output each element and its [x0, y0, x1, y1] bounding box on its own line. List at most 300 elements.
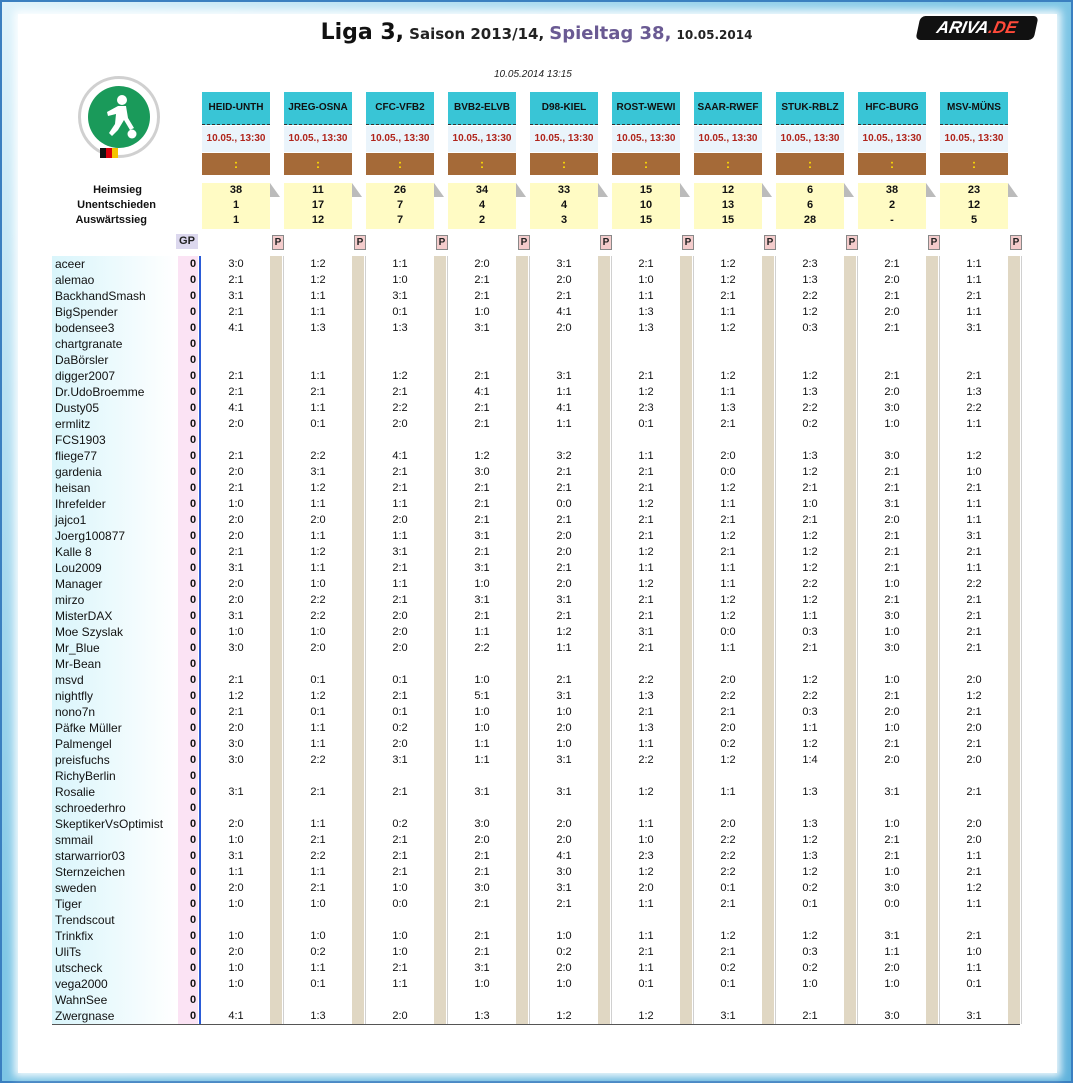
- tip-cell: 2:1: [884, 370, 900, 382]
- tip-cell: 2:1: [310, 882, 326, 894]
- player-name[interactable]: heisan: [55, 481, 91, 495]
- tip-cell: 1:2: [720, 754, 736, 766]
- league-logo-disc: [88, 86, 150, 148]
- tip-cell: 2:1: [884, 562, 900, 574]
- tip-cell: 4:1: [392, 450, 408, 462]
- tip-cell: 1:2: [802, 930, 818, 942]
- player-name[interactable]: Rosalie: [55, 785, 96, 799]
- match-header[interactable]: STUK-RBLZ: [776, 92, 844, 125]
- player-name[interactable]: schroederhro: [55, 801, 126, 815]
- tip-cell: 0:1: [638, 978, 654, 990]
- tip-cell: 2:1: [638, 530, 654, 542]
- player-name[interactable]: bodensee3: [55, 321, 115, 335]
- tip-cell: 0:2: [720, 738, 736, 750]
- tip-cell: 1:0: [474, 578, 490, 590]
- player-name[interactable]: ermlitz: [55, 417, 91, 431]
- tip-cell: 1:4: [802, 754, 818, 766]
- table-row: [52, 352, 1020, 368]
- player-gp: 0: [189, 866, 197, 878]
- tip-cell: 1:1: [310, 306, 326, 318]
- match-header[interactable]: D98-KIEL: [530, 92, 598, 125]
- tip-cell: 2:0: [392, 738, 408, 750]
- tip-cell: 2:0: [228, 722, 244, 734]
- player-name[interactable]: Mr-Bean: [55, 657, 102, 671]
- column-divider: [1021, 256, 1022, 1024]
- points-badge: P: [846, 235, 858, 250]
- tip-cell: 2:1: [638, 466, 654, 478]
- points-column: [598, 256, 610, 1024]
- points-column: [270, 256, 282, 1024]
- tip-cell: 2:0: [884, 754, 900, 766]
- tip-cell: 1:0: [556, 978, 572, 990]
- ariva-logo-text: ARIVA: [935, 18, 991, 37]
- column-divider: [283, 256, 284, 1024]
- tip-cell: 1:2: [392, 370, 408, 382]
- match-header[interactable]: HEID-UNTH: [202, 92, 270, 125]
- tip-cell: 2:0: [884, 274, 900, 286]
- tip-cell: 2:0: [556, 834, 572, 846]
- tip-cell: 1:1: [966, 850, 982, 862]
- player-name[interactable]: nono7n: [55, 705, 96, 719]
- tip-cell: 0:1: [720, 978, 736, 990]
- tip-cell: 1:3: [638, 322, 654, 334]
- match-kickoff: 10.05., 13:30: [366, 126, 434, 152]
- tip-cell: 0:0: [556, 498, 572, 510]
- tip-cell: 2:3: [638, 850, 654, 862]
- tip-cell: 1:0: [802, 498, 818, 510]
- tip-cell: 3:1: [966, 530, 982, 542]
- match-stat-value: 33: [557, 184, 571, 196]
- player-gp: 0: [189, 578, 197, 590]
- tip-cell: 1:2: [228, 690, 244, 702]
- match-stats: [284, 183, 352, 229]
- match-stats: [612, 183, 680, 229]
- tip-cell: 1:3: [802, 818, 818, 830]
- tip-cell: 0:0: [392, 898, 408, 910]
- tip-cell: 1:1: [638, 898, 654, 910]
- tip-cell: 2:1: [228, 274, 244, 286]
- tip-cell: 2:0: [474, 258, 490, 270]
- player-name[interactable]: FCS1903: [55, 433, 106, 447]
- tip-cell: 3:1: [556, 754, 572, 766]
- table-row: [52, 976, 1020, 992]
- tip-cell: 2:0: [228, 882, 244, 894]
- match-stat-value: -: [890, 214, 894, 226]
- tip-cell: 2:0: [556, 578, 572, 590]
- player-gp: 0: [189, 914, 197, 926]
- page-fold-corner: [516, 183, 526, 197]
- table-row: [52, 336, 1020, 352]
- tip-cell: 2:1: [228, 706, 244, 718]
- tip-cell: 4:1: [228, 322, 244, 334]
- tip-cell: 1:3: [638, 306, 654, 318]
- tip-cell: 1:1: [310, 370, 326, 382]
- match-stat-value: 38: [229, 184, 243, 196]
- player-gp: 0: [189, 738, 197, 750]
- player-name[interactable]: digger2007: [55, 369, 116, 383]
- player-name[interactable]: Ihrefelder: [55, 497, 106, 511]
- player-name[interactable]: Sternzeichen: [55, 865, 126, 879]
- player-name[interactable]: msvd: [55, 673, 84, 687]
- match-score: :: [530, 153, 598, 175]
- tip-cell: 3:1: [474, 786, 490, 798]
- player-name[interactable]: RichyBerlin: [55, 769, 116, 783]
- table-row: [52, 512, 1020, 528]
- points-column: [516, 256, 528, 1024]
- tip-cell: 2:1: [884, 738, 900, 750]
- tip-cell: 2:1: [556, 562, 572, 574]
- tip-cell: 1:2: [966, 882, 982, 894]
- tip-cell: 1:3: [638, 722, 654, 734]
- tip-cell: 1:0: [228, 930, 244, 942]
- points-badge: P: [518, 235, 530, 250]
- table-row: [52, 656, 1020, 672]
- table-row: [52, 384, 1020, 400]
- tip-cell: 1:2: [474, 450, 490, 462]
- tip-cell: 1:0: [884, 866, 900, 878]
- tip-cell: 2:1: [638, 706, 654, 718]
- player-gp: 0: [189, 610, 197, 622]
- player-name[interactable]: preisfuchs: [55, 753, 110, 767]
- tip-cell: 1:1: [638, 930, 654, 942]
- tip-cell: 2:2: [802, 402, 818, 414]
- tip-cell: 1:1: [966, 962, 982, 974]
- tip-cell: 2:1: [474, 866, 490, 878]
- tip-cell: 0:1: [310, 418, 326, 430]
- player-name[interactable]: alemao: [55, 273, 95, 287]
- player-gp: 0: [189, 338, 197, 350]
- match-kickoff: 10.05., 13:30: [940, 126, 1008, 152]
- tip-cell: 2:0: [884, 962, 900, 974]
- player-gp: 0: [189, 706, 197, 718]
- player-gp: 0: [189, 962, 197, 974]
- tip-cell: 2:1: [228, 482, 244, 494]
- tip-cell: 1:2: [720, 258, 736, 270]
- tip-cell: 2:1: [966, 738, 982, 750]
- player-name[interactable]: WahnSee: [55, 993, 108, 1007]
- tip-cell: 2:1: [966, 930, 982, 942]
- tip-cell: 3:1: [310, 466, 326, 478]
- tip-cell: 2:0: [884, 306, 900, 318]
- player-name[interactable]: Trendscout: [55, 913, 115, 927]
- tip-cell: 2:0: [720, 674, 736, 686]
- tip-cell: 1:1: [310, 962, 326, 974]
- tip-cell: 2:1: [556, 898, 572, 910]
- table-row: [52, 880, 1020, 896]
- tip-cell: 2:1: [966, 786, 982, 798]
- tip-cell: 1:1: [392, 498, 408, 510]
- tip-cell: 1:1: [310, 866, 326, 878]
- player-name[interactable]: starwarrior03: [55, 849, 126, 863]
- table-row: [52, 752, 1020, 768]
- tip-cell: 4:1: [556, 402, 572, 414]
- tip-cell: 2:0: [228, 530, 244, 542]
- points-badge: P: [928, 235, 940, 250]
- match-header[interactable]: BVB2-ELVB: [448, 92, 516, 125]
- tip-cell: 3:0: [556, 866, 572, 878]
- match-header[interactable]: MSV-MÜNS: [940, 92, 1008, 125]
- tip-cell: 1:2: [720, 274, 736, 286]
- player-name[interactable]: Trinkfix: [55, 929, 94, 943]
- tip-cell: 1:1: [884, 946, 900, 958]
- match-kickoff: 10.05., 13:30: [612, 126, 680, 152]
- match-stat-value: 17: [311, 199, 325, 211]
- tip-cell: 2:2: [802, 690, 818, 702]
- player-gp: 0: [189, 882, 197, 894]
- tip-cell: 0:2: [392, 722, 408, 734]
- player-name[interactable]: Mr_Blue: [55, 641, 100, 655]
- player-gp: 0: [189, 562, 197, 574]
- tip-cell: 1:0: [802, 978, 818, 990]
- match-score: :: [366, 153, 434, 175]
- tip-cell: 1:2: [802, 466, 818, 478]
- player-name[interactable]: DaBörsler: [55, 353, 109, 367]
- tip-cell: 1:1: [966, 498, 982, 510]
- tip-cell: 2:1: [474, 498, 490, 510]
- player-name[interactable]: mirzo: [55, 593, 85, 607]
- points-column: [762, 256, 774, 1024]
- tip-cell: 1:2: [720, 594, 736, 606]
- tip-cell: 1:2: [802, 530, 818, 542]
- tip-cell: 2:1: [966, 594, 982, 606]
- player-gp: 0: [189, 818, 197, 830]
- tip-cell: 0:0: [720, 626, 736, 638]
- tip-cell: 0:1: [310, 706, 326, 718]
- tip-cell: 3:1: [884, 930, 900, 942]
- tip-cell: 2:1: [474, 402, 490, 414]
- tip-cell: 1:3: [802, 386, 818, 398]
- page-fold-corner: [762, 183, 772, 197]
- flag-gold-stripe: [112, 148, 118, 158]
- page-title: [0, 20, 1073, 45]
- tip-cell: 3:1: [392, 754, 408, 766]
- table-row: [52, 736, 1020, 752]
- tip-cell: 1:1: [966, 418, 982, 430]
- tip-cell: 1:1: [310, 530, 326, 542]
- match-stats: [530, 183, 598, 229]
- tip-cell: 1:1: [638, 450, 654, 462]
- player-name[interactable]: chartgranate: [55, 337, 123, 351]
- player-name[interactable]: MisterDAX: [55, 609, 113, 623]
- tip-cell: 1:0: [884, 978, 900, 990]
- table-row: [52, 528, 1020, 544]
- player-name[interactable]: BigSpender: [55, 305, 118, 319]
- player-name[interactable]: Kalle 8: [55, 545, 92, 559]
- tip-cell: 3:1: [556, 690, 572, 702]
- tip-cell: 2:1: [720, 546, 736, 558]
- tip-cell: 2:0: [392, 642, 408, 654]
- column-divider: [529, 256, 530, 1024]
- match-stats: [448, 183, 516, 229]
- table-row: [52, 704, 1020, 720]
- player-gp: 0: [189, 386, 197, 398]
- points-badge: P: [354, 235, 366, 250]
- player-name[interactable]: Palmengel: [55, 737, 112, 751]
- table-row: [52, 320, 1020, 336]
- tip-cell: 0:2: [720, 962, 736, 974]
- points-column: [680, 256, 692, 1024]
- tip-cell: 1:2: [966, 450, 982, 462]
- tip-cell: 1:1: [638, 818, 654, 830]
- tip-cell: 2:1: [228, 306, 244, 318]
- tip-cell: 1:1: [966, 514, 982, 526]
- tip-cell: 1:1: [310, 738, 326, 750]
- tip-cell: 2:1: [474, 418, 490, 430]
- tip-cell: 1:1: [310, 722, 326, 734]
- tip-cell: 1:1: [638, 290, 654, 302]
- player-gp: 0: [189, 530, 197, 542]
- player-name[interactable]: gardenia: [55, 465, 102, 479]
- player-gp: 0: [189, 834, 197, 846]
- tip-cell: 1:1: [392, 258, 408, 270]
- tip-cell: 3:0: [228, 642, 244, 654]
- match-stat-value: 34: [475, 184, 489, 196]
- table-row: [52, 560, 1020, 576]
- tip-cell: 2:1: [392, 386, 408, 398]
- match-kickoff: 10.05., 13:30: [284, 126, 352, 152]
- tip-cell: 2:1: [966, 370, 982, 382]
- player-gp: 0: [189, 354, 197, 366]
- tip-cell: 1:1: [556, 642, 572, 654]
- match-header[interactable]: SAAR-RWEF: [694, 92, 762, 125]
- tip-cell: 1:0: [228, 962, 244, 974]
- tip-cell: 3:1: [392, 290, 408, 302]
- ariva-logo[interactable]: [915, 16, 1038, 40]
- tip-cell: 1:0: [310, 898, 326, 910]
- match-header[interactable]: ROST-WEWI: [612, 92, 680, 125]
- table-row: [52, 672, 1020, 688]
- tip-cell: 0:2: [310, 946, 326, 958]
- tip-cell: 1:3: [720, 402, 736, 414]
- tip-cell: 2:1: [228, 450, 244, 462]
- tip-cell: 1:0: [884, 674, 900, 686]
- player-name[interactable]: sweden: [55, 881, 97, 895]
- tip-cell: 1:2: [802, 834, 818, 846]
- tip-cell: 2:2: [966, 578, 982, 590]
- player-gp: 0: [189, 786, 197, 798]
- tip-cell: 2:0: [228, 578, 244, 590]
- title-season: Saison 2013/14,: [409, 25, 545, 43]
- match-kickoff: 10.05., 13:30: [202, 126, 270, 152]
- player-gp: 0: [189, 642, 197, 654]
- tip-cell: 3:0: [474, 882, 490, 894]
- tip-cell: 2:0: [556, 274, 572, 286]
- table-row: [52, 784, 1020, 800]
- player-name[interactable]: aceer: [55, 257, 86, 271]
- tip-cell: 3:0: [884, 1010, 900, 1022]
- player-name[interactable]: Tiger: [55, 897, 82, 911]
- match-header[interactable]: CFC-VFB2: [366, 92, 434, 125]
- tip-cell: 1:2: [310, 274, 326, 286]
- tip-cell: 2:2: [638, 674, 654, 686]
- tip-cell: 2:1: [638, 610, 654, 622]
- tip-cell: 1:0: [392, 274, 408, 286]
- page-fold-corner: [926, 183, 936, 197]
- player-name[interactable]: jajco1: [55, 513, 87, 527]
- table-row: [52, 608, 1020, 624]
- player-name[interactable]: vega2000: [55, 977, 108, 991]
- match-stat-value: 6: [806, 199, 814, 211]
- tip-cell: 4:1: [228, 402, 244, 414]
- player-name[interactable]: SkeptikerVsOptimist: [55, 817, 164, 831]
- tip-cell: 2:1: [802, 514, 818, 526]
- player-name[interactable]: Päfke Müller: [55, 721, 122, 735]
- player-name[interactable]: fliege77: [55, 449, 98, 463]
- column-divider: [939, 256, 940, 1024]
- tip-cell: 3:0: [884, 882, 900, 894]
- tip-cell: 2:0: [556, 962, 572, 974]
- player-gp: 0: [189, 802, 197, 814]
- player-name[interactable]: Dr.UdoBroemme: [55, 385, 145, 399]
- tip-cell: 0:3: [802, 322, 818, 334]
- table-row: [52, 416, 1020, 432]
- tip-cell: 1:1: [720, 578, 736, 590]
- points-badge: P: [682, 235, 694, 250]
- player-gp: 0: [189, 306, 197, 318]
- tip-cell: 0:1: [392, 306, 408, 318]
- stat-label-draw: Unentschieden: [77, 199, 156, 211]
- player-name[interactable]: BackhandSmash: [55, 289, 146, 303]
- tip-cell: 2:1: [884, 466, 900, 478]
- tip-cell: 3:1: [228, 786, 244, 798]
- match-stat-value: 23: [967, 184, 981, 196]
- page-fold-corner: [844, 183, 854, 197]
- tip-cell: 2:0: [310, 642, 326, 654]
- player-name[interactable]: Manager: [55, 577, 103, 591]
- player-name[interactable]: utscheck: [55, 961, 103, 975]
- tip-cell: 1:0: [884, 418, 900, 430]
- tip-cell: 1:1: [392, 530, 408, 542]
- tip-cell: 2:1: [474, 946, 490, 958]
- tip-cell: 2:1: [720, 514, 736, 526]
- tip-cell: 1:1: [720, 498, 736, 510]
- player-name[interactable]: Dusty05: [55, 401, 100, 415]
- tip-cell: 3:1: [228, 610, 244, 622]
- tip-cell: 1:1: [966, 306, 982, 318]
- tip-cell: 2:0: [884, 386, 900, 398]
- player-name[interactable]: Lou2009: [55, 561, 102, 575]
- tip-cell: 2:1: [556, 674, 572, 686]
- tip-cell: 1:0: [884, 626, 900, 638]
- tip-cell: 1:2: [966, 690, 982, 702]
- tip-cell: 0:3: [802, 626, 818, 638]
- player-name[interactable]: Joerg100877: [55, 529, 126, 543]
- tip-cell: 1:0: [310, 930, 326, 942]
- player-gp: 0: [189, 402, 197, 414]
- match-header[interactable]: JREG-OSNA: [284, 92, 352, 125]
- player-name[interactable]: Moe Szyslak: [55, 625, 124, 639]
- tip-cell: 1:3: [392, 322, 408, 334]
- tip-cell: 2:1: [556, 610, 572, 622]
- match-score: :: [284, 153, 352, 175]
- match-stat-value: 6: [806, 184, 814, 196]
- tip-cell: 2:0: [310, 514, 326, 526]
- player-name[interactable]: Zwergnase: [55, 1009, 115, 1023]
- tip-cell: 2:0: [884, 706, 900, 718]
- tip-cell: 2:0: [228, 818, 244, 830]
- tip-cell: 1:1: [392, 978, 408, 990]
- tip-cell: 1:1: [310, 290, 326, 302]
- player-name[interactable]: UliTs: [55, 945, 81, 959]
- player-name[interactable]: nightfly: [55, 689, 94, 703]
- tip-cell: 2:1: [966, 866, 982, 878]
- tip-cell: 3:1: [474, 562, 490, 574]
- tip-cell: 2:0: [966, 754, 982, 766]
- match-header[interactable]: HFC-BURG: [858, 92, 926, 125]
- player-name[interactable]: smmail: [55, 833, 93, 847]
- tip-cell: 2:2: [474, 642, 490, 654]
- table-row: [52, 464, 1020, 480]
